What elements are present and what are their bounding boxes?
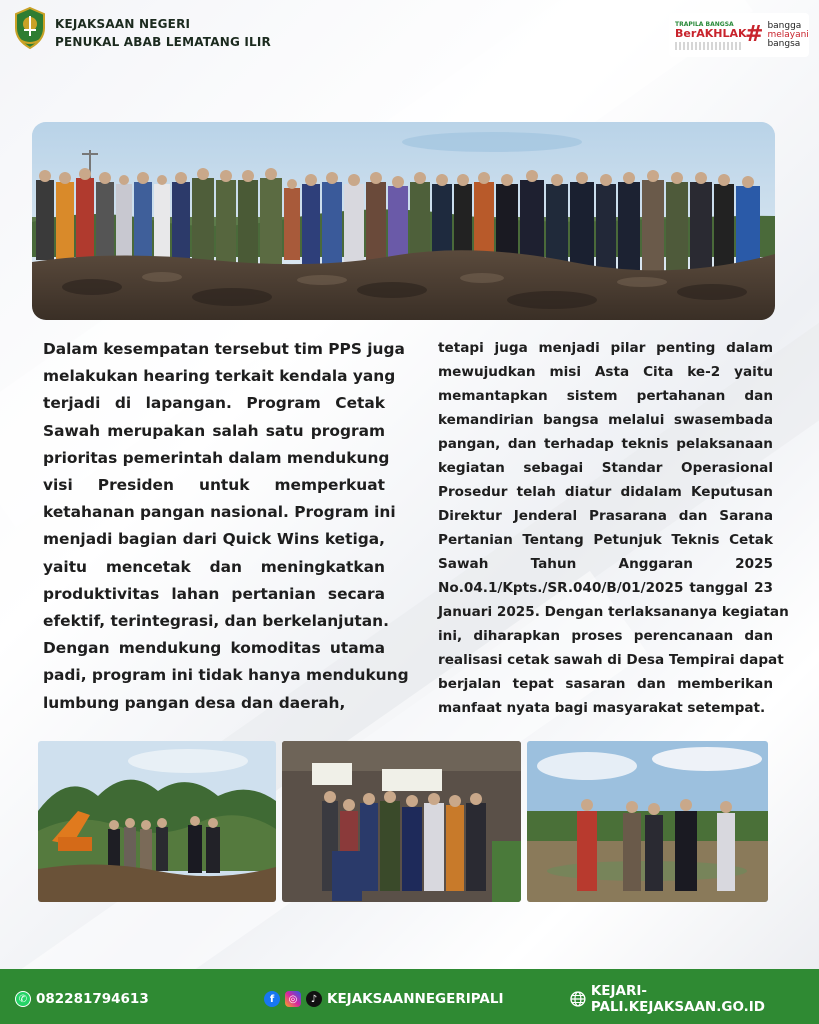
group-photo [32,122,775,320]
text-line: manfaat nyata bagi masyarakat setempat. [438,700,766,716]
field-photo-inspection [527,741,768,902]
text-line: pangan, dan terhadap teknis pelaksanaan [438,436,773,452]
phone-number: 082281794613 [36,991,149,1007]
text-line: yaitu mencetak dan meningkatkan [43,557,385,576]
footer-social[interactable] [264,991,504,1007]
social-handle: KEJAKSAANNEGERIPALI [327,991,504,1007]
text-line: ketahanan pangan nasional. Program ini [43,503,396,522]
text-line: menjadi bagian dari Quick Wins ketiga, [43,530,385,549]
text-line: prioritas pemerintah dalam mendukung [43,448,390,467]
text-line: Prosedur telah diatur didalam Keputusan [438,484,773,500]
body-text-left [43,336,409,717]
text-line: ini, diharapkan proses perencanaan dan [438,628,773,644]
badge-main-text: BerAKHLAK [675,26,747,40]
berakhlak-badge [669,13,809,57]
text-line: kegiatan sebagai Standar Operasional [438,460,773,476]
footer-phone[interactable] [15,991,149,1007]
organization-name [55,15,271,51]
website-url: KEJARI-PALI.KEJAKSAAN.GO.ID [590,983,765,1015]
text-line: memantapkan sistem pertahanan dan [438,388,773,404]
text-line: realisasi cetak sawah di Desa Tempirai dapat [438,652,784,668]
text-line: kemandirian bangsa melalui swasembada [438,412,773,428]
badge-word-1: bangga [767,20,802,31]
text-line: produktivitas lahan pertanian secara [43,584,385,603]
text-line: Sawah merupakan salah satu program [43,421,385,440]
badge-fine-print [675,42,741,50]
text-line: berjalan tepat sasaran dan memberikan [438,676,773,692]
field-photo-excavator [38,741,276,902]
text-line: No.04.1/Kpts./SR.040/B/01/2025 tanggal 23 [438,580,773,596]
body-text-right [438,336,789,720]
text-line: lumbung pangan desa dan daerah, [43,693,346,712]
text-line: padi, program ini tidak hanya mendukung [43,666,409,685]
text-line: mewujudkan misi Asta Cita ke-2 yaitu [438,364,773,380]
hashtag-icon: # [745,22,764,47]
text-line: Dengan mendukung komoditas utama [43,639,385,658]
instagram-icon: ◎ [285,991,301,1007]
text-line: melakukan hearing terkait kendala yang [43,367,396,386]
badge-word-2: melayani [767,29,809,40]
tiktok-icon: ♪ [306,991,322,1007]
facebook-icon: f [264,991,280,1007]
text-line: tetapi juga menjadi pilar penting dalam [438,340,773,356]
text-line: terjadi di lapangan. Program Cetak [43,394,385,413]
footer-website[interactable] [570,983,819,1015]
text-line: Pertanian Tentang Petunjuk Teknis Cetak [438,532,773,548]
text-line: Januari 2025. Dengan terlaksananya kegiatan [438,604,789,620]
text-line: Sawah Tahun Anggaran 2025 [438,556,773,572]
whatsapp-icon: ✆ [15,991,31,1007]
text-line: efektif, terintegrasi, dan berkelanjutan. [43,612,389,631]
text-line: Direktur Jenderal Prasarana dan Sarana [438,508,773,524]
text-line: Dalam kesempatan tersebut tim PPS juga [43,340,405,358]
footer-bar [0,969,819,1024]
badge-word-3: bangsa [767,38,801,49]
org-line-1: KEJAKSAAN NEGERI [55,17,191,31]
kejaksaan-emblem-icon [10,6,50,50]
badge-top-text: TRAPILA BANGSA [675,20,734,28]
org-line-2: PENUKAL ABAB LEMATANG ILIR [55,35,272,49]
field-photo-discussion [282,741,521,902]
text-line: visi Presiden untuk memperkuat [43,476,385,495]
globe-icon [570,991,586,1007]
